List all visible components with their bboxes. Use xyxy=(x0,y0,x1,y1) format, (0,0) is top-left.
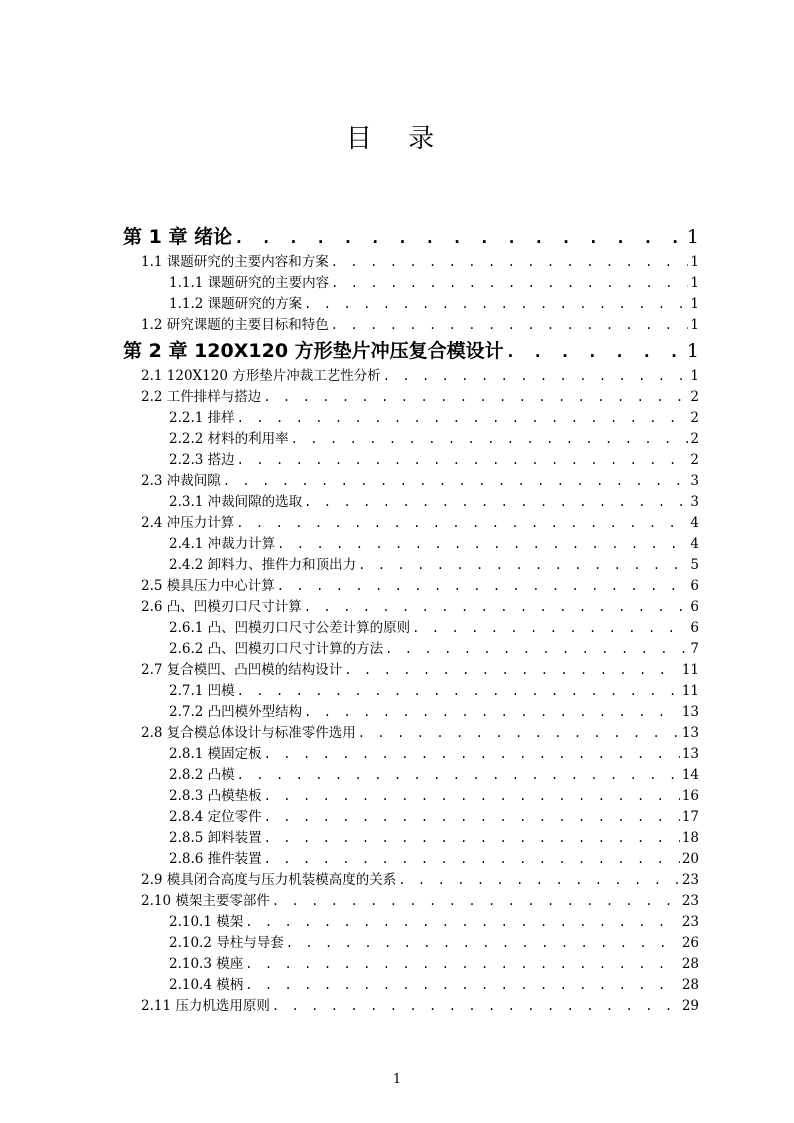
toc-entry-page: 4 xyxy=(690,536,699,552)
dot-leader xyxy=(344,660,680,681)
toc-entry-subsection[interactable] xyxy=(123,534,699,555)
toc-entry-label: 2.10 模架主要零部件 xyxy=(141,891,272,912)
dot-leader xyxy=(264,786,680,807)
dot-leader xyxy=(286,933,680,954)
toc-entry-label: 2.6 凸、凹模刃口尺寸计算 xyxy=(141,597,304,618)
dot-leader xyxy=(264,807,680,828)
toc-entry-label: 2.3.1 冲裁间隙的选取 xyxy=(169,492,304,513)
dot-leader xyxy=(237,408,689,429)
toc-entry-subsection[interactable] xyxy=(123,294,699,315)
toc-entry-section[interactable] xyxy=(123,315,699,336)
dot-leader xyxy=(385,639,688,660)
toc-entry-label: 2.2.1 排样 xyxy=(169,408,237,429)
toc-entry-page: 7 xyxy=(690,641,699,657)
toc-entry-chapter[interactable] xyxy=(123,336,699,366)
dot-leader xyxy=(237,450,689,471)
toc-entry-subsection[interactable] xyxy=(123,807,699,828)
toc-entry-label: 2.11 压力机选用原则 xyxy=(141,996,272,1017)
toc-entry-page: 26 xyxy=(681,935,699,951)
dot-leader xyxy=(331,252,689,273)
toc-entry-subsection[interactable] xyxy=(123,555,699,576)
toc-entry-label: 2.9 模具闭合高度与压力机装模高度的关系 xyxy=(141,870,398,891)
toc-entry-label: 2.2.2 材料的利用率 xyxy=(169,429,291,450)
toc-entry-label: 1.1 课题研究的主要内容和方案 xyxy=(141,252,331,273)
dot-leader xyxy=(412,618,688,639)
toc-entry-subsection[interactable] xyxy=(123,492,699,513)
toc-entry-page: 1 xyxy=(690,275,699,291)
toc-entry-label: 2.10.2 导柱与导套 xyxy=(169,933,286,954)
toc-entry-label: 2.2 工件排样与搭边 xyxy=(141,387,263,408)
toc-entry-label: 2.7 复合模凹、凸凹模的结构设计 xyxy=(141,660,344,681)
toc-entry-label: 2.6.1 凸、凹模刃口尺寸公差计算的原则 xyxy=(169,618,412,639)
toc-entry-page: 6 xyxy=(690,578,699,594)
toc-entry-page: 23 xyxy=(681,914,699,930)
toc-entry-page: 28 xyxy=(681,956,699,972)
dot-leader xyxy=(236,513,688,534)
toc-entry-page: 1 xyxy=(686,226,699,248)
toc-entry-label: 2.10.4 模柄 xyxy=(169,975,245,996)
toc-entry-section[interactable] xyxy=(123,996,699,1017)
dot-leader xyxy=(245,954,680,975)
toc-entry-subsection[interactable] xyxy=(123,681,699,702)
toc-entry-section[interactable] xyxy=(123,252,699,273)
toc-entry-page: 28 xyxy=(681,977,699,993)
dot-leader xyxy=(264,744,680,765)
toc-entry-label: 2.1 120X120 方形垫片冲裁工艺性分析 xyxy=(141,366,383,387)
toc-entry-page: 4 xyxy=(690,515,699,531)
toc-entry-subsection[interactable] xyxy=(123,702,699,723)
dot-leader xyxy=(223,471,689,492)
toc-entry-page: 29 xyxy=(681,998,699,1014)
dot-leader xyxy=(358,555,688,576)
dot-leader xyxy=(272,996,680,1017)
dot-leader xyxy=(291,429,689,450)
page-number: 1 xyxy=(392,1072,402,1087)
toc-entry-label: 2.7.2 凸凹模外型结构 xyxy=(169,702,304,723)
dot-leader xyxy=(304,702,680,723)
toc-entry-subsection[interactable] xyxy=(123,954,699,975)
table-of-contents xyxy=(123,222,699,1017)
toc-entry-subsection[interactable] xyxy=(123,912,699,933)
toc-entry-chapter[interactable] xyxy=(123,222,699,252)
toc-entry-subsection[interactable] xyxy=(123,765,699,786)
dot-leader xyxy=(264,849,680,870)
toc-entry-page: 13 xyxy=(681,746,699,762)
toc-entry-page: 13 xyxy=(681,704,699,720)
dot-leader xyxy=(358,723,680,744)
dot-leader xyxy=(304,294,688,315)
toc-entry-subsection[interactable] xyxy=(123,408,699,429)
toc-entry-page: 16 xyxy=(681,788,699,804)
dot-leader xyxy=(304,492,688,513)
toc-entry-section[interactable] xyxy=(123,891,699,912)
dot-leader xyxy=(237,765,680,786)
toc-entry-label: 2.8.3 凸模垫板 xyxy=(169,786,264,807)
toc-entry-label: 第 2 章 120X120 方形垫片冲压复合模设计 xyxy=(123,336,506,366)
toc-entry-page: 2 xyxy=(690,410,699,426)
dot-leader xyxy=(263,387,688,408)
toc-entry-page: 11 xyxy=(681,662,699,678)
dot-leader xyxy=(245,975,680,996)
toc-entry-label: 2.4 冲压力计算 xyxy=(141,513,236,534)
toc-entry-subsection[interactable] xyxy=(123,744,699,765)
dot-leader xyxy=(277,576,689,597)
toc-entry-label: 2.3 冲裁间隙 xyxy=(141,471,223,492)
toc-entry-label: 1.1.2 课题研究的方案 xyxy=(169,294,304,315)
toc-entry-label: 2.8.2 凸模 xyxy=(169,765,237,786)
dot-leader xyxy=(245,912,680,933)
toc-entry-page: 1 xyxy=(690,254,699,270)
toc-entry-page: 17 xyxy=(681,809,699,825)
toc-entry-page: 23 xyxy=(681,872,699,888)
toc-entry-page: 5 xyxy=(690,557,699,573)
toc-entry-subsection[interactable] xyxy=(123,450,699,471)
page-title: 目 录 xyxy=(345,124,449,154)
dot-leader xyxy=(237,681,680,702)
toc-entry-label: 2.5 模具压力中心计算 xyxy=(141,576,277,597)
dot-leader xyxy=(264,828,680,849)
toc-entry-section[interactable] xyxy=(123,387,699,408)
toc-entry-label: 2.6.2 凸、凹模刃口尺寸计算的方法 xyxy=(169,639,385,660)
toc-entry-subsection[interactable] xyxy=(123,618,699,639)
toc-entry-subsection[interactable] xyxy=(123,429,699,450)
toc-entry-label: 第 1 章 绪论 xyxy=(123,222,234,252)
toc-entry-label: 2.10.1 模架 xyxy=(169,912,245,933)
toc-entry-label: 2.10.3 模座 xyxy=(169,954,245,975)
toc-entry-section[interactable] xyxy=(123,471,699,492)
toc-entry-page: 1 xyxy=(690,368,699,384)
toc-entry-section[interactable] xyxy=(123,870,699,891)
toc-entry-label: 2.7.1 凹模 xyxy=(169,681,237,702)
dot-leader xyxy=(234,223,685,252)
dot-leader xyxy=(272,891,680,912)
toc-entry-section[interactable] xyxy=(123,597,699,618)
dot-leader xyxy=(398,870,680,891)
toc-entry-page: 1 xyxy=(690,317,699,333)
toc-entry-label: 2.8.1 模固定板 xyxy=(169,744,264,765)
toc-entry-label: 1.1.1 课题研究的主要内容 xyxy=(169,273,331,294)
toc-entry-label: 2.4.1 冲裁力计算 xyxy=(169,534,277,555)
toc-entry-section[interactable] xyxy=(123,576,699,597)
toc-entry-page: 6 xyxy=(690,599,699,615)
toc-entry-page: 11 xyxy=(681,683,699,699)
toc-entry-label: 2.8.5 卸料装置 xyxy=(169,828,264,849)
toc-entry-subsection[interactable] xyxy=(123,849,699,870)
dot-leader xyxy=(331,315,689,336)
toc-entry-page: 23 xyxy=(681,893,699,909)
toc-entry-page: 2 xyxy=(690,431,699,447)
toc-entry-page: 6 xyxy=(690,620,699,636)
toc-entry-section[interactable] xyxy=(123,366,699,387)
toc-entry-page: 13 xyxy=(681,725,699,741)
toc-entry-subsection[interactable] xyxy=(123,933,699,954)
toc-entry-section[interactable] xyxy=(123,660,699,681)
toc-entry-page: 14 xyxy=(681,767,699,783)
dot-leader xyxy=(506,337,685,366)
toc-entry-subsection[interactable] xyxy=(123,975,699,996)
toc-entry-page: 3 xyxy=(690,473,699,489)
dot-leader xyxy=(383,366,689,387)
toc-entry-section[interactable] xyxy=(123,513,699,534)
dot-leader xyxy=(331,273,688,294)
dot-leader xyxy=(304,597,689,618)
toc-entry-subsection[interactable] xyxy=(123,786,699,807)
toc-entry-subsection[interactable] xyxy=(123,639,699,660)
toc-entry-label: 2.8.6 推件装置 xyxy=(169,849,264,870)
toc-entry-page: 1 xyxy=(690,296,699,312)
toc-entry-page: 20 xyxy=(681,851,699,867)
toc-entry-label: 2.8 复合模总体设计与标准零件选用 xyxy=(141,723,358,744)
toc-entry-page: 1 xyxy=(686,340,699,362)
toc-entry-label: 1.2 研究课题的主要目标和特色 xyxy=(141,315,331,336)
toc-entry-subsection[interactable] xyxy=(123,273,699,294)
toc-entry-subsection[interactable] xyxy=(123,828,699,849)
toc-entry-page: 18 xyxy=(681,830,699,846)
toc-entry-section[interactable] xyxy=(123,723,699,744)
toc-entry-label: 2.4.2 卸料力、推件力和顶出力 xyxy=(169,555,358,576)
dot-leader xyxy=(277,534,688,555)
toc-entry-page: 2 xyxy=(690,389,699,405)
toc-entry-page: 3 xyxy=(690,494,699,510)
toc-entry-label: 2.2.3 搭边 xyxy=(169,450,237,471)
toc-entry-page: 2 xyxy=(690,452,699,468)
toc-entry-label: 2.8.4 定位零件 xyxy=(169,807,264,828)
